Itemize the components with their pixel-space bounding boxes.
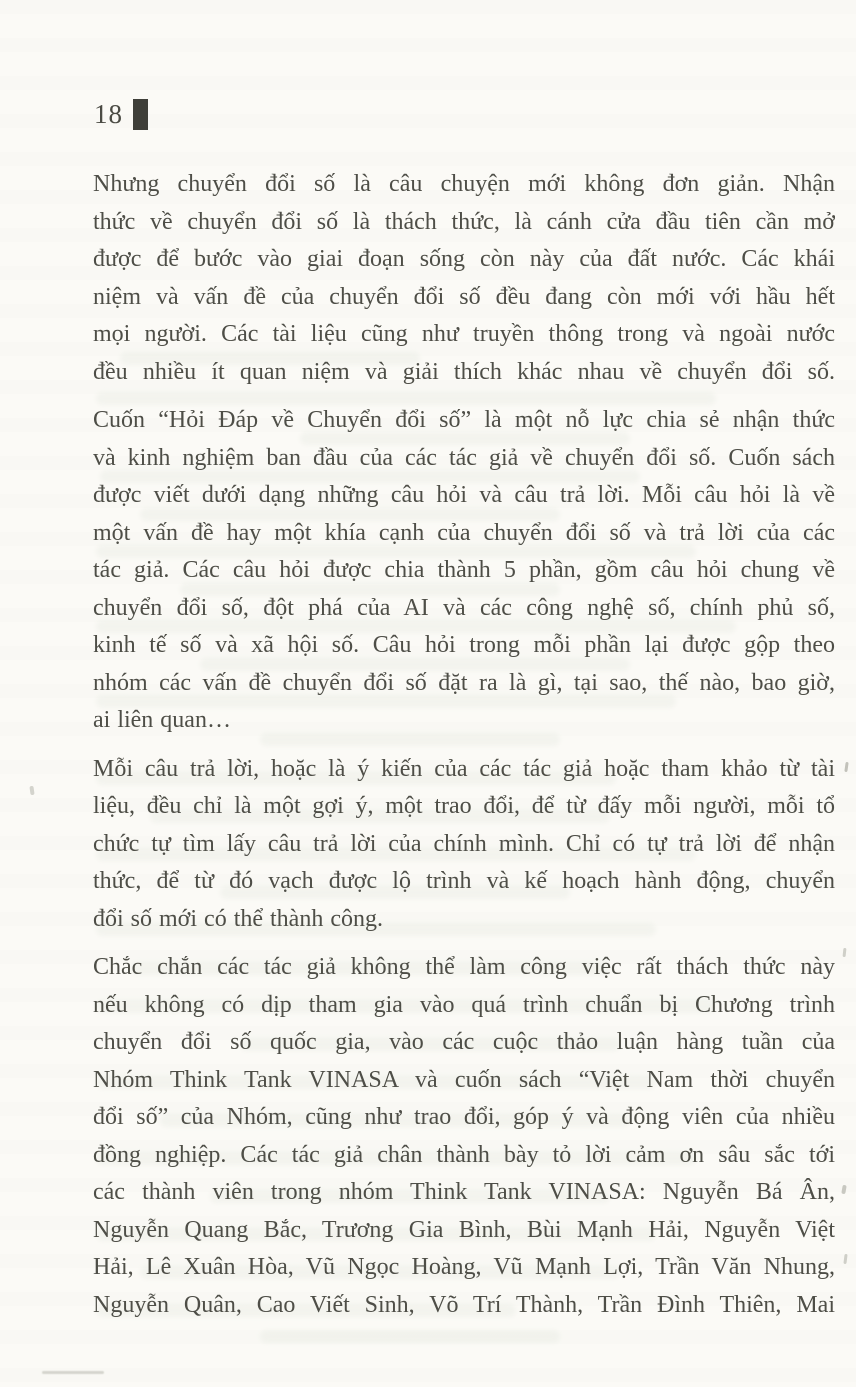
text-line: liệu, đều chỉ là một gợi ý, một trao đổi, để từ đấy mỗi người, mỗi tổ xyxy=(93,793,835,819)
text-line: đổi số mới có thể thành công. xyxy=(93,905,383,932)
text-line: nhóm các vấn đề chuyển đổi số đặt ra là gì, tại sao, thế nào, bao giờ, xyxy=(93,669,835,696)
text-line: một vấn đề hay một khía cạnh của chuyển đổi số và trả lời của các xyxy=(93,519,835,546)
text-line: thức, để từ đó vạch được lộ trình và kế hoạch hành động, chuyển xyxy=(93,868,835,894)
text-line: chuyển đổi số, đột phá của AI và các công nghệ số, chính phủ số, xyxy=(93,594,835,621)
scan-smudge xyxy=(42,1371,104,1374)
page-number: 18 xyxy=(94,99,123,129)
page-number-marker-bar xyxy=(133,99,148,130)
paragraph xyxy=(93,402,835,740)
paragraph xyxy=(93,751,835,939)
text-line: ai liên quan… xyxy=(93,707,231,733)
text-line: nếu không có dịp tham gia vào quá trình chuẩn bị Chương trình xyxy=(93,991,835,1018)
text-line: Chắc chắn các tác giả không thể làm công việc rất thách thức này xyxy=(93,954,835,980)
text-line: được để bước vào giai đoạn sống còn này của đất nước. Các khái xyxy=(93,246,835,272)
paragraph xyxy=(93,166,835,391)
text-line: Hải, Lê Xuân Hòa, Vũ Ngọc Hoàng, Vũ Mạnh Lợi, Trần Văn Nhung, xyxy=(93,1254,835,1280)
bleedthrough-band xyxy=(260,1330,560,1343)
text-line: được viết dưới dạng những câu hỏi và câu trả lời. Mỗi câu hỏi là về xyxy=(93,482,835,508)
text-line: chuyển đổi số quốc gia, vào các cuộc thảo luận hàng tuần của xyxy=(93,1029,835,1055)
body-text xyxy=(93,166,835,1324)
text-line: Mỗi câu trả lời, hoặc là ý kiến của các tác giả hoặc tham khảo từ tài xyxy=(93,755,835,782)
text-line: đều nhiều ít quan niệm và giải thích khác nhau về chuyển đổi số. xyxy=(93,358,835,385)
text-line: Nhưng chuyển đổi số là câu chuyện mới không đơn giản. Nhận xyxy=(93,171,835,197)
text-line: thức về chuyển đổi số là thách thức, là cánh cửa đầu tiên cần mở xyxy=(93,208,835,235)
text-line: Cuốn “Hỏi Đáp về Chuyển đổi số” là một nỗ lực chia sẻ nhận thức xyxy=(93,407,835,433)
scan-speck xyxy=(29,786,34,795)
text-line: mọi người. Các tài liệu cũng như truyền thông trong và ngoài nước xyxy=(93,321,835,347)
text-line: Nhóm Think Tank VINASA và cuốn sách “Việt Nam thời chuyển xyxy=(93,1066,835,1093)
text-line: Nguyễn Quân, Cao Viết Sinh, Võ Trí Thành, Trần Đình Thiên, Mai xyxy=(93,1291,835,1318)
scan-speck xyxy=(843,948,847,957)
text-line: đổi số” của Nhóm, cũng như trao đổi, góp ý và động viên của nhiều xyxy=(93,1104,835,1130)
text-line: chức tự tìm lấy câu trả lời của chính mình. Chỉ có tự trả lời để nhận xyxy=(93,830,835,857)
page-header xyxy=(94,99,148,130)
text-line: đồng nghiệp. Các tác giả chân thành bày tỏ lời cảm ơn sâu sắc tới xyxy=(93,1141,835,1168)
paragraph xyxy=(93,949,835,1324)
text-line: và kinh nghiệm ban đầu của các tác giả về chuyển đổi số. Cuốn sách xyxy=(93,444,835,471)
text-line: niệm và vấn đề của chuyển đổi số đều đang còn mới với hầu hết xyxy=(93,283,835,310)
text-line: tác giả. Các câu hỏi được chia thành 5 phần, gồm câu hỏi chung về xyxy=(93,557,835,583)
scan-speck xyxy=(843,1254,847,1264)
text-line: Nguyễn Quang Bắc, Trương Gia Bình, Bùi Mạnh Hải, Nguyễn Việt xyxy=(93,1216,835,1243)
text-line: các thành viên trong nhóm Think Tank VINASA: Nguyễn Bá Ân, xyxy=(93,1179,835,1205)
text-line: kinh tế số và xã hội số. Câu hỏi trong mỗi phần lại được gộp theo xyxy=(93,632,835,658)
scan-speck xyxy=(844,762,848,772)
scan-speck xyxy=(841,1185,847,1195)
